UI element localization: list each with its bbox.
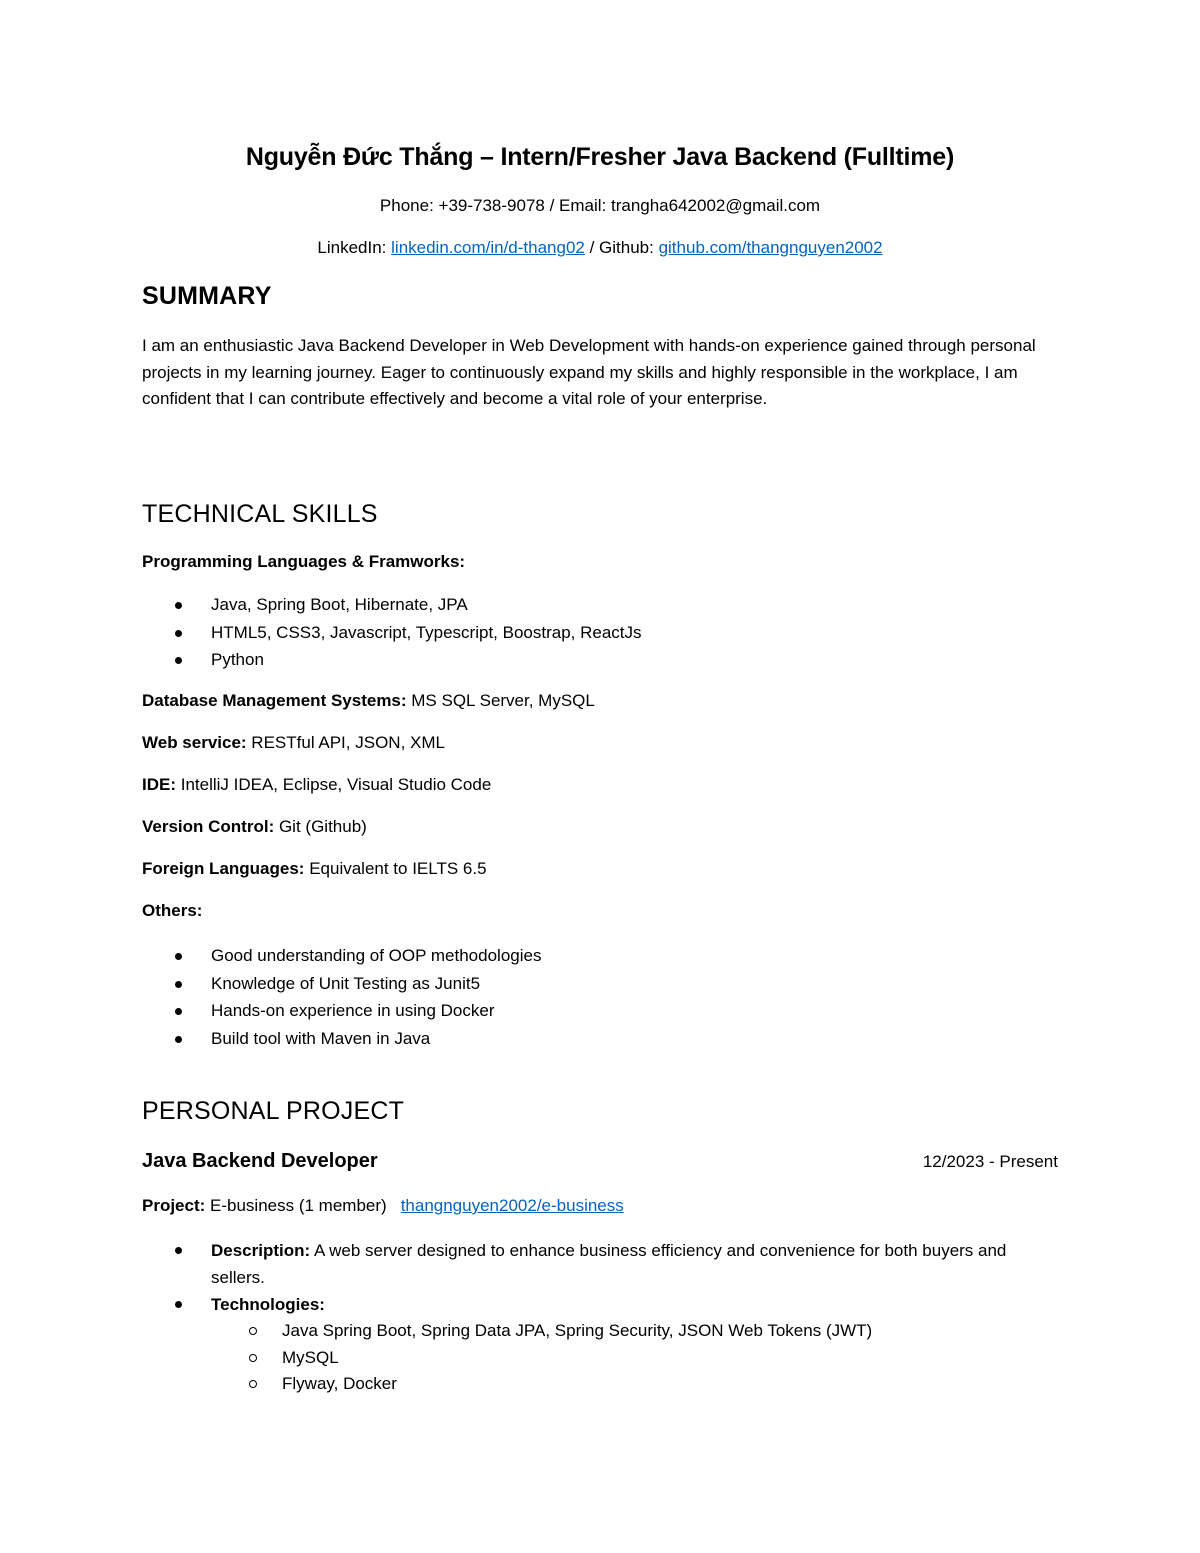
- ide-label: IDE:: [142, 775, 176, 794]
- role-line: [142, 1150, 1058, 1173]
- bullet-icon: [175, 981, 182, 988]
- linkedin-label: LinkedIn:: [317, 238, 392, 257]
- summary-heading: SUMMARY: [142, 282, 272, 310]
- fl-value: Equivalent to IELTS 6.5: [304, 859, 487, 878]
- bullet-icon: [175, 657, 182, 664]
- github-label: / Github:: [584, 238, 659, 257]
- others-list: [142, 942, 541, 1052]
- fl-line: [142, 859, 487, 879]
- technologies-item: [142, 1291, 1042, 1318]
- github-link[interactable]: github.com/thangnguyen2002: [658, 238, 883, 257]
- bullet-icon: [175, 630, 182, 637]
- role-date: 12/2023 - Present: [922, 1152, 1058, 1171]
- contact-phone-email: Phone: +39-738-9078 / Email: trangha642002@gmail.com: [379, 196, 821, 215]
- db-line: [142, 691, 595, 711]
- list-item: Knowledge of Unit Testing as Junit5: [142, 970, 541, 998]
- db-label: Database Management Systems:: [142, 691, 407, 710]
- description-item: [142, 1237, 1042, 1291]
- ide-value: IntelliJ IDEA, Eclipse, Visual Studio Code: [176, 775, 492, 794]
- description-label: Description:: [211, 1241, 311, 1260]
- web-value: RESTful API, JSON, XML: [246, 733, 445, 752]
- contact-links: [0, 238, 1200, 258]
- project-label: Project:: [142, 1196, 206, 1215]
- bullet-icon: [175, 1008, 182, 1015]
- technologies-list: [142, 1318, 1042, 1398]
- list-item: Python: [142, 646, 642, 674]
- list-item: Hands-on experience in using Docker: [142, 997, 541, 1025]
- project-link[interactable]: thangnguyen2002/e-business: [400, 1196, 624, 1215]
- bullet-icon: [175, 1036, 182, 1043]
- project-heading: PERSONAL PROJECT: [142, 1097, 405, 1125]
- project-details: [142, 1237, 1042, 1398]
- list-item: MySQL: [142, 1345, 1042, 1372]
- circle-bullet-icon: [249, 1380, 257, 1388]
- bullet-icon: [175, 1247, 182, 1254]
- bullet-icon: [175, 602, 182, 609]
- project-value: E-business (1 member): [205, 1196, 387, 1215]
- description-value: A web server designed to enhance business efficiency and convenience for both buyers and sellers.: [211, 1241, 1007, 1287]
- list-item: Java, Spring Boot, Hibernate, JPA: [142, 591, 642, 619]
- vc-label: Version Control:: [142, 817, 275, 836]
- project-line: [142, 1196, 624, 1216]
- languages-label: Programming Languages & Framworks:: [142, 552, 466, 571]
- circle-bullet-icon: [249, 1354, 257, 1362]
- web-line: [142, 733, 445, 753]
- bullet-icon: [175, 1301, 182, 1308]
- vc-line: [142, 817, 367, 837]
- web-label: Web service:: [142, 733, 247, 752]
- summary-text: I am an enthusiastic Java Backend Developer in Web Development with hands-on experience gained through personal projects in my learning journey. Eager to continuously expand my skills and highly responsible in the workplace, I am confident that I can contribute effectively and become a vital role of your enterprise.: [142, 336, 1036, 408]
- others-label: Others:: [142, 901, 203, 920]
- list-item: Build tool with Maven in Java: [142, 1025, 541, 1053]
- resume-title: Nguyễn Đức Thắng – Intern/Fresher Java Backend (Fulltime): [245, 143, 955, 171]
- list-item: HTML5, CSS3, Javascript, Typescript, Boostrap, ReactJs: [142, 619, 642, 647]
- fl-label: Foreign Languages:: [142, 859, 305, 878]
- languages-list: [142, 591, 642, 674]
- list-item: Flyway, Docker: [142, 1371, 1042, 1398]
- list-item: Java Spring Boot, Spring Data JPA, Spring Security, JSON Web Tokens (JWT): [142, 1318, 1042, 1345]
- ide-line: [142, 775, 491, 795]
- list-item: Good understanding of OOP methodologies: [142, 942, 541, 970]
- circle-bullet-icon: [249, 1327, 257, 1335]
- linkedin-link[interactable]: linkedin.com/in/d-thang02: [391, 238, 585, 257]
- vc-value: Git (Github): [274, 817, 367, 836]
- technologies-label: Technologies:: [211, 1295, 325, 1314]
- role-title: Java Backend Developer: [142, 1150, 378, 1172]
- skills-heading: TECHNICAL SKILLS: [142, 500, 378, 528]
- bullet-icon: [175, 953, 182, 960]
- db-value: MS SQL Server, MySQL: [406, 691, 595, 710]
